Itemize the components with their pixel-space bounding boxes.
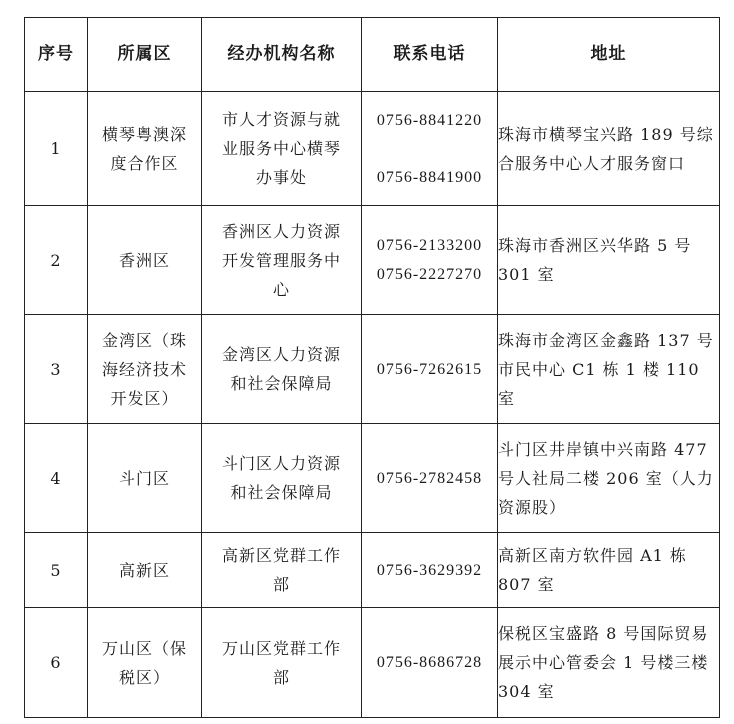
row-agency-name: 斗门区人力资源和社会保障局 — [202, 424, 362, 533]
table-row — [25, 533, 720, 608]
row-phone: 0756-2133200 — [376, 237, 483, 254]
row-phone: 0756-8841220 — [376, 111, 483, 129]
row-phone: 0756-3629392 — [376, 561, 483, 579]
row-phone-cell — [362, 424, 498, 533]
table-row — [25, 608, 720, 718]
row-district: 万山区（保税区） — [88, 608, 202, 718]
row-phone: 0756-7262615 — [376, 360, 483, 378]
row-index: 4 — [25, 424, 88, 533]
row-district: 香洲区 — [88, 206, 202, 315]
row-phone-cell — [362, 92, 498, 206]
row-phone-cell — [362, 206, 498, 315]
row-district: 金湾区（珠海经济技术开发区） — [88, 315, 202, 424]
header-agency-name: 经办机构名称 — [202, 18, 362, 92]
row-phone-cell — [362, 315, 498, 424]
row-address: 珠海市横琴宝兴路 189 号综合服务中心人才服务窗口 — [498, 92, 720, 206]
header-index: 序号 — [25, 18, 88, 92]
agency-contact-table — [24, 17, 720, 718]
row-address: 斗门区井岸镇中兴南路 477 号人社局二楼 206 室（人力资源股） — [498, 424, 720, 533]
row-address: 高新区南方软件园 A1 栋 807 室 — [498, 533, 720, 608]
row-address: 保税区宝盛路 8 号国际贸易展示中心管委会 1 号楼三楼 304 室 — [498, 608, 720, 718]
row-agency-name: 高新区党群工作部 — [202, 533, 362, 608]
row-district: 横琴粤澳深度合作区 — [88, 92, 202, 206]
table-row — [25, 315, 720, 424]
table-row — [25, 92, 720, 206]
row-agency-name: 金湾区人力资源和社会保障局 — [202, 315, 362, 424]
row-phone: 0756-8686728 — [376, 654, 483, 671]
row-phone: 0756-8841900 — [376, 168, 483, 186]
row-phone-cell — [362, 533, 498, 608]
header-district: 所属区 — [88, 18, 202, 92]
row-district: 高新区 — [88, 533, 202, 608]
row-address: 珠海市香洲区兴华路 5 号 301 室 — [498, 206, 720, 315]
row-address: 珠海市金湾区金鑫路 137 号市民中心 C1 栋 1 楼 110 室 — [498, 315, 720, 424]
row-agency-name: 市人才资源与就业服务中心横琴办事处 — [202, 92, 362, 206]
table-row — [25, 206, 720, 315]
row-index: 5 — [25, 533, 88, 608]
row-phone: 0756-2227270 — [376, 266, 483, 283]
row-phone: 0756-2782458 — [376, 469, 483, 487]
phone-spacer — [362, 135, 497, 163]
row-district: 斗门区 — [88, 424, 202, 533]
table-row — [25, 424, 720, 533]
table-header-row — [25, 18, 720, 92]
row-phone-cell — [362, 608, 498, 718]
header-phone: 联系电话 — [362, 18, 498, 92]
row-index: 1 — [25, 92, 88, 206]
row-index: 3 — [25, 315, 88, 424]
row-agency-name: 万山区党群工作部 — [202, 608, 362, 718]
header-address: 地址 — [498, 18, 720, 92]
row-agency-name: 香洲区人力资源开发管理服务中心 — [202, 206, 362, 315]
row-index: 2 — [25, 206, 88, 315]
row-index: 6 — [25, 608, 88, 718]
